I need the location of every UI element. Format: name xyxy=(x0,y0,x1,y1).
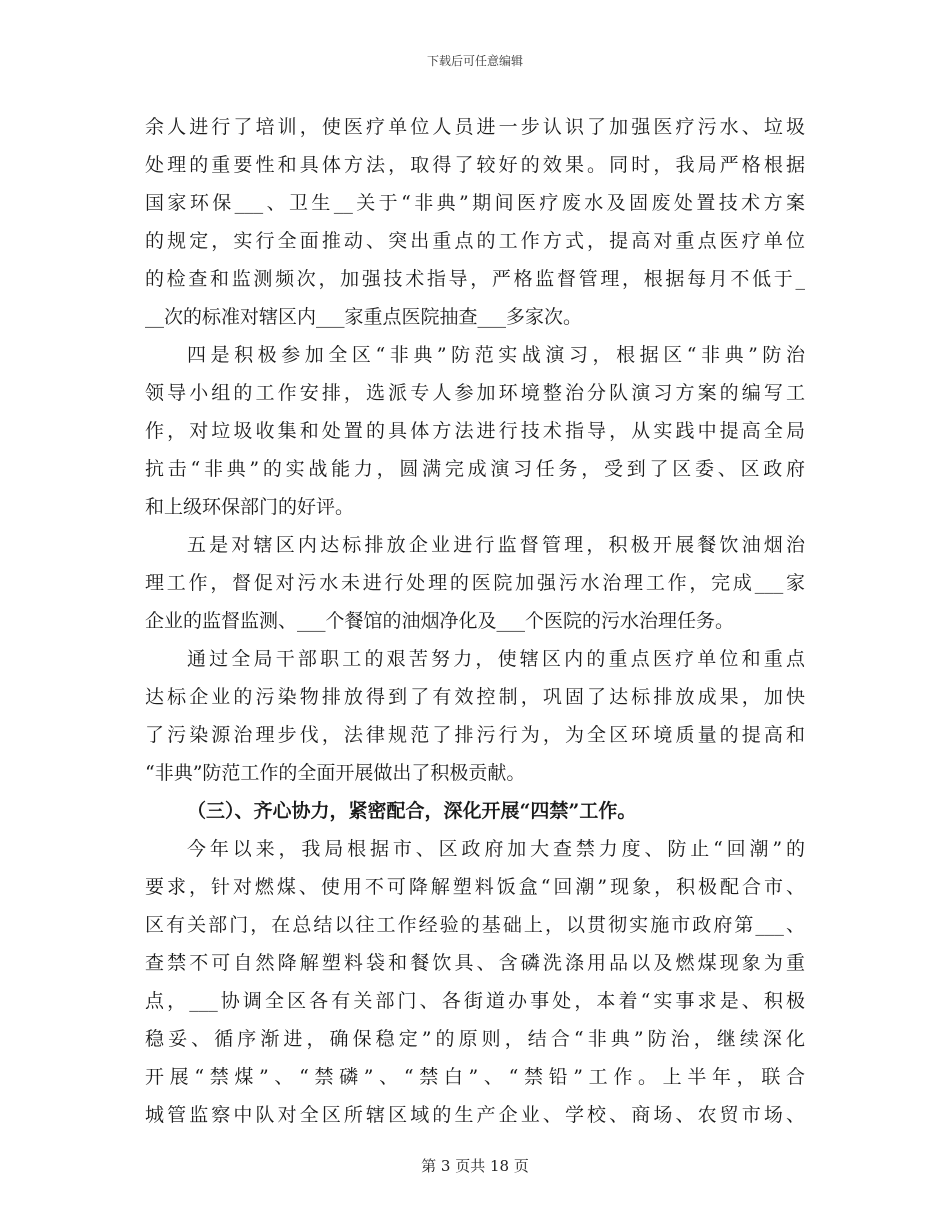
paragraph-line: 作，对垃圾收集和处置的具体方法进行技术指导，从实践中提高全局 xyxy=(145,420,805,442)
paragraph-line: 处理的重要性和具体方法，取得了较好的效果。同时，我局严格根据 xyxy=(145,154,805,176)
section-heading: （三）、齐心协力，紧密配合，深化开展“四禁”工作。 xyxy=(187,800,637,822)
page-footer-number: 第 3 页共 18 页 xyxy=(421,1157,529,1175)
paragraph-line: 和上级环保部门的好评。 xyxy=(145,496,355,518)
paragraph-line: 四是积极参加全区“非典”防范实战演习，根据区“非典”防治 xyxy=(187,344,805,366)
paragraph-line: 今年以来，我局根据市、区政府加大查禁力度、防止“回潮”的 xyxy=(187,838,805,860)
paragraph-line: 稳妥、循序渐进，确保稳定”的原则，结合“非典”防治，继续深化 xyxy=(145,1028,805,1050)
paragraph-line: 通过全局干部职工的艰苦努力，使辖区内的重点医疗单位和重点 xyxy=(187,648,805,670)
paragraph-line: 城管监察中队对全区所辖区域的生产企业、学校、商场、农贸市场、 xyxy=(145,1104,805,1126)
paragraph-line: 理工作，督促对污水未进行处理的医院加强污水治理工作，完成___家 xyxy=(145,572,805,594)
paragraph-line: 达标企业的污染物排放得到了有效控制，巩固了达标排放成果，加快 xyxy=(145,686,805,708)
paragraph-line: 企业的监督监测、___个餐馆的油烟净化及___个医院的污水治理任务。 xyxy=(145,610,735,632)
paragraph-line: 了污染源治理步伐，法律规范了排污行为，为全区环境质量的提高和 xyxy=(145,724,805,746)
paragraph-line: 点，___协调全区各有关部门、各街道办事处，本着“实事求是、积极 xyxy=(145,990,805,1012)
paragraph-line: “非典”防范工作的全面开展做出了积极贡献。 xyxy=(145,762,526,784)
paragraph-line: 的规定，实行全面推动、突出重点的工作方式，提高对重点医疗单位 xyxy=(145,230,805,252)
paragraph-line: 开展“禁煤”、“禁磷”、“禁白”、“禁铅”工作。上半年，联合 xyxy=(145,1066,805,1088)
paragraph-line: 的检查和监测频次，加强技术指导，严格监督管理，根据每月不低于_ xyxy=(145,268,805,290)
paragraph-line: 余人进行了培训，使医疗单位人员进一步认识了加强医疗污水、垃圾 xyxy=(145,116,805,138)
paragraph-line: __次的标准对辖区内___家重点医院抽查___多家次。 xyxy=(145,306,583,328)
paragraph-line: 五是对辖区内达标排放企业进行监督管理，积极开展餐饮油烟治 xyxy=(187,534,805,556)
paragraph-line: 查禁不可自然降解塑料袋和餐饮具、含磷洗涤用品以及燃煤现象为重 xyxy=(145,952,805,974)
document-body xyxy=(145,108,805,1134)
paragraph-line: 要求，针对燃煤、使用不可降解塑料饭盒“回潮”现象，积极配合市、 xyxy=(145,876,805,898)
paragraph-line: 国家环保___、卫生__关于“非典”期间医疗废水及固废处置技术方案 xyxy=(145,192,805,214)
paragraph-line: 领导小组的工作安排，选派专人参加环境整治分队演习方案的编写工 xyxy=(145,382,805,404)
paragraph-line: 抗击“非典”的实战能力，圆满完成演习任务，受到了区委、区政府 xyxy=(145,458,805,480)
paragraph-line: 区有关部门，在总结以往工作经验的基础上，以贯彻实施市政府第___、 xyxy=(145,914,805,936)
page-header-note: 下载后可任意编辑 xyxy=(426,54,523,68)
